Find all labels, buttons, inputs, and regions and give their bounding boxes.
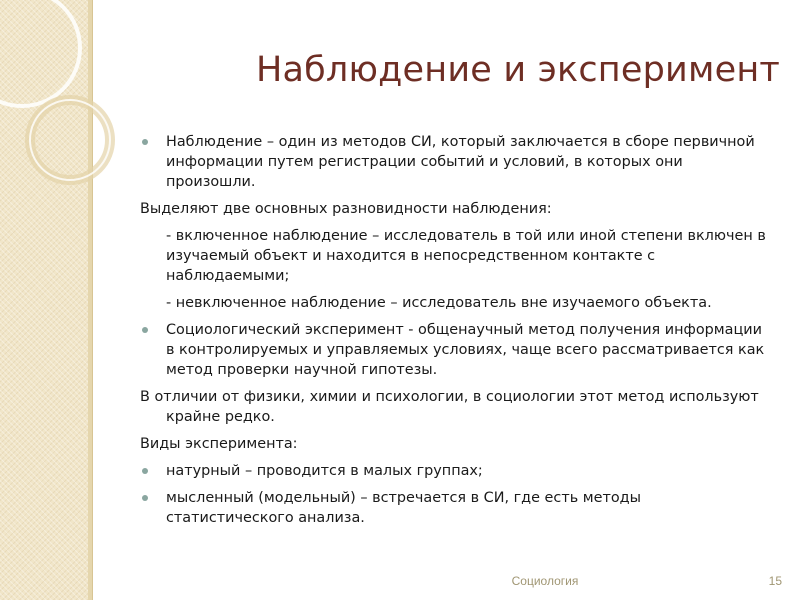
paragraph-types-intro [140, 199, 770, 219]
bullet-icon [142, 327, 148, 333]
paragraph-text: - включенное наблюдение – исследователь в той или иной степени включен в изучаемый объект и находится в непосредственном контакте с наблюдаемыми; [166, 228, 766, 284]
paragraph-rarely-used [140, 387, 770, 427]
slide-title: Наблюдение и эксперимент [255, 50, 780, 90]
paragraph-natural-experiment [140, 461, 770, 481]
bullet-icon [142, 468, 148, 474]
paragraph-included-observation [140, 226, 770, 286]
paragraph-mental-experiment [140, 488, 770, 528]
footer-subject: Социология [511, 574, 579, 588]
paragraph-experiment-types [140, 434, 770, 454]
paragraph-text: Выделяют две основных разновидности наблюдения: [140, 201, 552, 217]
decorative-circles [0, 0, 120, 230]
paragraph-observation [140, 132, 770, 192]
paragraph-text: - невключенное наблюдение – исследователь вне изучаемого объекта. [166, 295, 712, 311]
slide-content [140, 132, 770, 535]
paragraph-text: Социологический эксперимент - общенаучный метод получения информации в контролируемых и управляемых условиях, чаще всего рассматривается как метод проверки научной гипотезы. [166, 322, 765, 378]
footer-page-number: 15 [768, 574, 782, 588]
paragraph-nonincluded-observation [140, 293, 770, 313]
bullet-icon [142, 139, 148, 145]
paragraph-text: Наблюдение – один из методов СИ, который заключается в сборе первичной информации путем регистрации событий и условий, в которых они произошли. [166, 134, 755, 190]
paragraph-text: мысленный (модельный) – встречается в СИ, где есть методы статистического анализа. [166, 490, 641, 526]
paragraph-experiment [140, 320, 770, 380]
paragraph-text: В отличии от физики, химии и психологии, в социологии этот метод используют крайне редко. [140, 389, 759, 425]
paragraph-text: Виды эксперимента: [140, 436, 298, 452]
bullet-icon [142, 495, 148, 501]
paragraph-text: натурный – проводится в малых группах; [166, 463, 483, 479]
